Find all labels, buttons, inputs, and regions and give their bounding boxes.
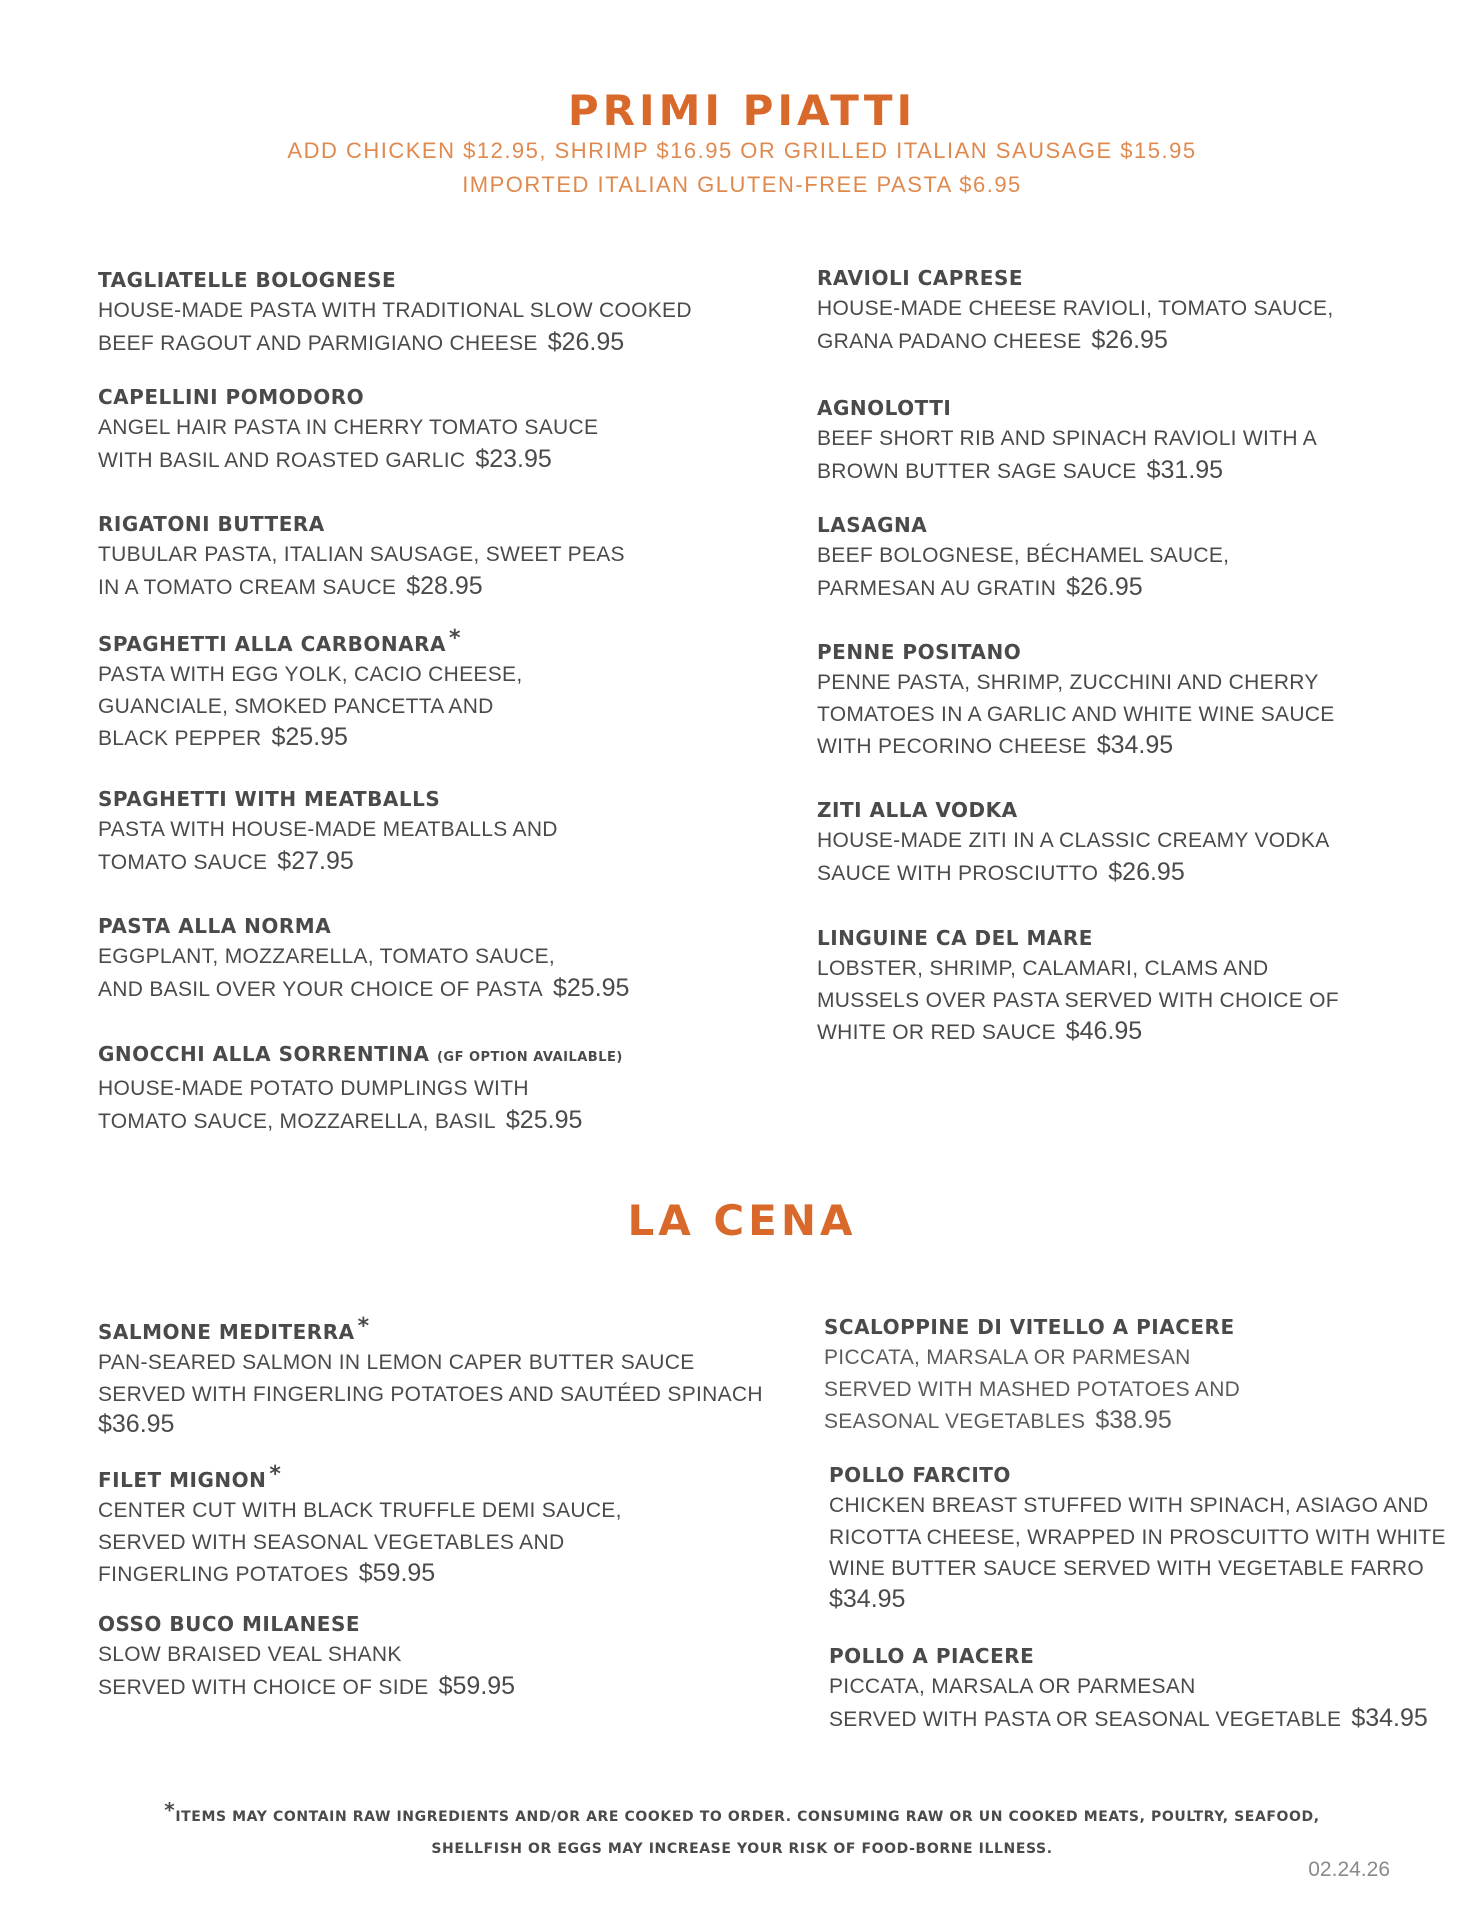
item-price: $27.95 — [277, 846, 354, 875]
menu-item-filet-mignon — [98, 1460, 622, 1591]
item-price: $46.95 — [1065, 1017, 1143, 1045]
menu-item-tagliatelle-bolognese — [98, 265, 692, 359]
item-price: $34.95 — [1096, 731, 1174, 759]
item-description: HOUSE-MADE ZITI IN A CLASSIC CREAMY VODKA SAUCE WITH PROSCIUTTO $26.95 — [817, 829, 1330, 886]
menu-item-pollo-farcito — [829, 1460, 1446, 1613]
item-price: $31.95 — [1146, 455, 1224, 484]
item-price: $59.95 — [438, 1671, 516, 1700]
primi-piatti-title: PRIMI PIATTI — [567, 86, 917, 135]
menu-item-ziti-alla-vodka — [817, 795, 1330, 889]
item-price: $38.95 — [1095, 1406, 1172, 1434]
item-description: PICCATA, MARSALA OR PARMESAN SERVED WITH PASTA OR SEASONAL VEGETABLE $34.95 — [829, 1675, 1428, 1732]
item-price: $26.95 — [1066, 572, 1143, 601]
item-name: CAPELLINI POMODORO — [98, 385, 365, 409]
item-name: RAVIOLI CAPRESE — [817, 266, 1024, 290]
menu-item-ravioli-caprese — [817, 263, 1334, 357]
item-name: OSSO BUCO MILANESE — [98, 1612, 361, 1636]
item-description: TUBULAR PASTA, ITALIAN SAUSAGE, SWEET PEAS IN A TOMATO CREAM SAUCE $28.95 — [98, 543, 625, 600]
item-name: AGNOLOTTI — [817, 396, 952, 420]
item-name: ZITI ALLA VODKA — [817, 798, 1018, 822]
item-price: $34.95 — [1351, 1703, 1428, 1732]
raw-warning-asterisk: * — [357, 1314, 370, 1339]
item-name: PASTA ALLA NORMA — [98, 914, 332, 938]
raw-warning-asterisk: * — [269, 1462, 282, 1487]
menu-date: 02.24.26 — [1308, 1858, 1390, 1881]
menu-item-spaghetti-meatballs — [98, 784, 558, 878]
item-description: BEEF SHORT RIB AND SPINACH RAVIOLI WITH A BROWN BUTTER SAGE SAUCE $31.95 — [817, 427, 1318, 484]
item-description: PENNE PASTA, SHRIMP, ZUCCHINI AND CHERRY TOMATOES IN A GARLIC AND WHITE WINE SAUCE WITH PECORINO CHEESE $34.95 — [817, 671, 1335, 759]
item-price: $25.95 — [271, 723, 348, 751]
item-price: $26.95 — [547, 327, 625, 356]
item-name: SPAGHETTI WITH MEATBALLS — [98, 787, 441, 811]
item-description: SLOW BRAISED VEAL SHANK SERVED WITH CHOICE OF SIDE $59.95 — [98, 1643, 516, 1700]
item-name: GNOCCHI ALLA SORRENTINA (GF OPTION AVAILABLE) — [98, 1042, 623, 1066]
menu-item-salmone-mediterra — [98, 1312, 763, 1438]
item-description: PAN-SEARED SALMON IN LEMON CAPER BUTTER SAUCE SERVED WITH FINGERLING POTATOES AND SAUTÉED SPINACH $36.95 — [98, 1351, 763, 1438]
primi-addons-text: ADD CHICKEN $12.95, SHRIMP $16.95 OR GRILLED ITALIAN SAUSAGE $15.95 — [287, 138, 1197, 163]
item-description: LOBSTER, SHRIMP, CALAMARI, CLAMS AND MUSSELS OVER PASTA SERVED WITH CHOICE OF WHITE OR RED SAUCE $46.95 — [817, 957, 1339, 1045]
menu-item-spaghetti-carbonara — [98, 624, 522, 755]
menu-item-scaloppine-di-vitello — [824, 1312, 1240, 1438]
item-name: LINGUINE CA DEL MARE — [817, 926, 1093, 950]
item-name: TAGLIATELLE BOLOGNESE — [98, 268, 397, 292]
item-price: $23.95 — [475, 444, 552, 473]
item-description: CHICKEN BREAST STUFFED WITH SPINACH, ASIAGO AND RICOTTA CHEESE, WRAPPED IN PROSCUITTO WITH WHITE WINE BUTTER SAUCE SERVED WITH VEGETABLE FARRO $34.95 — [829, 1494, 1446, 1613]
item-name: PENNE POSITANO — [817, 640, 1022, 664]
disclaimer-asterisk: * — [164, 1798, 176, 1822]
item-price: $25.95 — [552, 973, 630, 1002]
item-description: PASTA WITH HOUSE-MADE MEATBALLS AND TOMATO SAUCE $27.95 — [98, 818, 558, 875]
menu-item-lasagna — [817, 510, 1229, 604]
item-description: HOUSE-MADE CHEESE RAVIOLI, TOMATO SAUCE, GRANA PADANO CHEESE $26.95 — [817, 297, 1334, 354]
item-price: $26.95 — [1108, 857, 1185, 886]
menu-item-gnocchi-sorrentina — [98, 1039, 623, 1137]
menu-item-pollo-a-piacere — [829, 1641, 1428, 1735]
item-name: FILET MIGNON * — [98, 1462, 282, 1492]
item-description: PASTA WITH EGG YOLK, CACIO CHEESE, GUANCIALE, SMOKED PANCETTA AND BLACK PEPPER $25.95 — [98, 663, 523, 751]
primi-gluten-free-text: IMPORTED ITALIAN GLUTEN-FREE PASTA $6.95 — [462, 172, 1022, 197]
item-name: SCALOPPINE DI VITELLO A PIACERE — [824, 1315, 1235, 1339]
menu-item-capellini-pomodoro — [98, 382, 598, 476]
item-price: $28.95 — [406, 571, 483, 600]
la-cena-title: LA CENA — [627, 1196, 857, 1245]
gluten-free-note: (GF OPTION AVAILABLE) — [436, 1050, 623, 1065]
item-name: SPAGHETTI ALLA CARBONARA * — [98, 626, 461, 656]
item-price: $25.95 — [505, 1105, 583, 1134]
item-price: $36.95 — [98, 1410, 175, 1438]
item-description: BEEF BOLOGNESE, BÉCHAMEL SAUCE, PARMESAN AU GRATIN $26.95 — [817, 544, 1230, 601]
raw-food-disclaimer: *ITEMS MAY CONTAIN RAW INGREDIENTS AND/OR ARE COOKED TO ORDER. CONSUMING RAW OR UN COOKED MEATS, POULTRY, SEAFOOD, SHELLFISH OR EGGS MAY INCREASE YOUR RISK OF FOOD-BORNE ILLNESS. — [164, 1798, 1320, 1857]
item-price: $26.95 — [1091, 325, 1168, 354]
item-description: HOUSE-MADE POTATO DUMPLINGS WITH TOMATO SAUCE, MOZZARELLA, BASIL $25.95 — [98, 1077, 583, 1134]
menu-item-osso-buco-milanese — [98, 1609, 515, 1703]
item-price: $59.95 — [358, 1559, 436, 1587]
item-description: CENTER CUT WITH BLACK TRUFFLE DEMI SAUCE, SERVED WITH SEASONAL VEGETABLES AND FINGERLING POTATOES $59.95 — [98, 1499, 622, 1587]
item-description: PICCATA, MARSALA OR PARMESAN SERVED WITH MASHED POTATOES AND SEASONAL VEGETABLES $38.95 — [824, 1346, 1241, 1434]
item-description: ANGEL HAIR PASTA IN CHERRY TOMATO SAUCE WITH BASIL AND ROASTED GARLIC $23.95 — [98, 416, 599, 473]
item-name: POLLO A PIACERE — [829, 1644, 1035, 1668]
menu-item-agnolotti — [817, 393, 1317, 487]
menu-item-pasta-alla-norma — [98, 911, 629, 1005]
item-name: RIGATONI BUTTERA — [98, 512, 325, 536]
item-description: EGGPLANT, MOZZARELLA, TOMATO SAUCE, AND BASIL OVER YOUR CHOICE OF PASTA $25.95 — [98, 945, 630, 1002]
item-price: $34.95 — [829, 1584, 906, 1613]
raw-warning-asterisk: * — [448, 626, 461, 651]
item-name: SALMONE MEDITERRA * — [98, 1314, 370, 1344]
item-name: POLLO FARCITO — [829, 1463, 1011, 1487]
menu-item-penne-positano — [817, 637, 1335, 763]
item-description: HOUSE-MADE PASTA WITH TRADITIONAL SLOW COOKED BEEF RAGOUT AND PARMIGIANO CHEESE $26.95 — [98, 299, 692, 356]
menu-item-rigatoni-buttera — [98, 509, 625, 603]
menu-item-linguine-ca-del-mare — [817, 923, 1339, 1049]
item-name: LASAGNA — [817, 513, 928, 537]
